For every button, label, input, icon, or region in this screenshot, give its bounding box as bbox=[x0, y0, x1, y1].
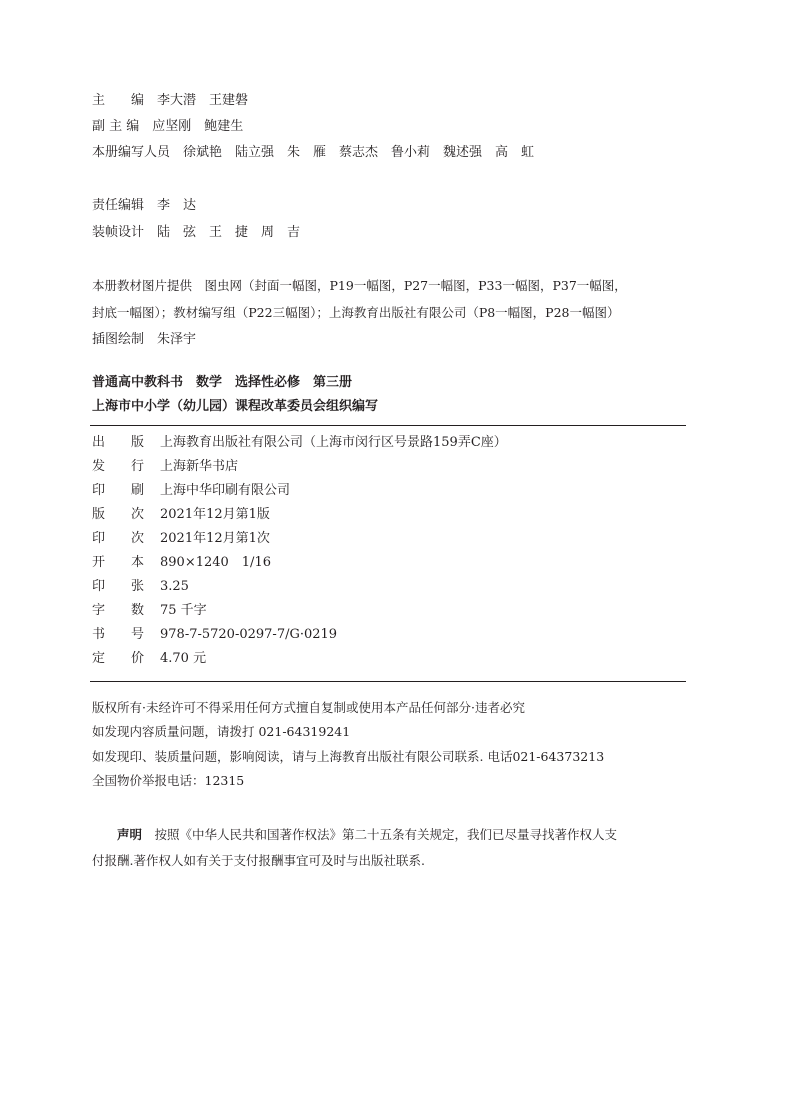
publication-label: 出 版 bbox=[92, 435, 145, 450]
publication-label: 印 次 bbox=[92, 531, 145, 546]
publication-label: 印 张 bbox=[92, 579, 145, 594]
writers: 本册编写人员 徐斌艳 陆立强 朱 雁 蔡志杰 鲁小莉 魏述强 高 虹 bbox=[92, 145, 535, 160]
publication-value: 上海教育出版社有限公司（上海市闵行区号景路159弄C座） bbox=[160, 435, 507, 450]
publication-value: 978-7-5720-0297-7/G·0219 bbox=[160, 627, 338, 642]
image-credits-line-1: 本册教材图片提供 图虫网（封面一幅图，P19一幅图，P27一幅图，P33一幅图，P37一幅图， bbox=[92, 278, 627, 293]
illustration-credit: 插图绘制 朱泽宇 bbox=[92, 332, 197, 347]
chief-editors: 主 编 李大潜 王建磐 bbox=[92, 93, 249, 108]
publication-value: 4.70 元 bbox=[160, 651, 207, 666]
series-title: 普通高中教科书 数学 选择性必修 第三册 bbox=[92, 375, 353, 390]
publication-value: 上海新华书店 bbox=[160, 459, 239, 474]
responsible-editor: 责任编辑 李 达 bbox=[92, 198, 197, 213]
publication-row bbox=[92, 554, 271, 572]
declaration-line-2: 付报酬.著作权人如有关于支付报酬事宜可及时与出版社联系. bbox=[92, 853, 425, 868]
publication-label: 开 本 bbox=[92, 555, 145, 570]
declaration-line-1 bbox=[117, 826, 617, 844]
compiled-by: 上海市中小学（幼儿园）课程改革委员会组织编写 bbox=[92, 399, 379, 414]
publication-label: 版 次 bbox=[92, 507, 145, 522]
declaration-label: 声明 bbox=[117, 827, 143, 842]
publication-label: 字 数 bbox=[92, 603, 145, 618]
declaration-text: 按照《中华人民共和国著作权法》第二十五条有关规定，我们已尽量寻找著作权人支 bbox=[142, 827, 618, 842]
publication-row bbox=[92, 578, 189, 596]
publication-row bbox=[92, 626, 337, 644]
publication-row bbox=[92, 530, 270, 548]
binding-design: 装帧设计 陆 弦 王 捷 周 吉 bbox=[92, 225, 301, 240]
divider-bottom bbox=[90, 681, 686, 682]
publication-row bbox=[92, 434, 507, 452]
publication-value: 3.25 bbox=[160, 579, 189, 594]
copyright-notice: 版权所有·未经许可不得采用任何方式擅自复制或使用本产品任何部分·违者必究 bbox=[92, 700, 525, 715]
publication-row bbox=[92, 602, 207, 620]
publication-row bbox=[92, 506, 270, 524]
publication-value: 2021年12月第1版 bbox=[160, 507, 270, 522]
divider-top bbox=[90, 425, 686, 426]
publication-value: 75 千字 bbox=[160, 603, 207, 618]
image-credits-line-2: 封底一幅图）；教材编写组（P22三幅图）；上海教育出版社有限公司（P8一幅图，P28一幅图） bbox=[92, 305, 620, 320]
publication-value: 890×1240 1/16 bbox=[160, 555, 271, 570]
publication-label: 发 行 bbox=[92, 459, 145, 474]
publication-row bbox=[92, 482, 290, 500]
publication-label: 印 刷 bbox=[92, 483, 145, 498]
print-quality-notice: 如发现印、装质量问题，影响阅读，请与上海教育出版社有限公司联系. 电话021-64373213 bbox=[92, 749, 605, 764]
publication-label: 定 价 bbox=[92, 651, 145, 666]
publication-value: 2021年12月第1次 bbox=[160, 531, 270, 546]
publication-value: 上海中华印刷有限公司 bbox=[160, 483, 291, 498]
publication-row bbox=[92, 458, 238, 476]
content-quality-notice: 如发现内容质量问题，请拨打 021-64319241 bbox=[92, 724, 351, 739]
deputy-editors: 副 主 编 应坚刚 鲍建生 bbox=[92, 119, 244, 134]
publication-label: 书 号 bbox=[92, 627, 145, 642]
publication-row bbox=[92, 650, 206, 668]
price-report-notice: 全国物价举报电话：12315 bbox=[92, 773, 245, 788]
